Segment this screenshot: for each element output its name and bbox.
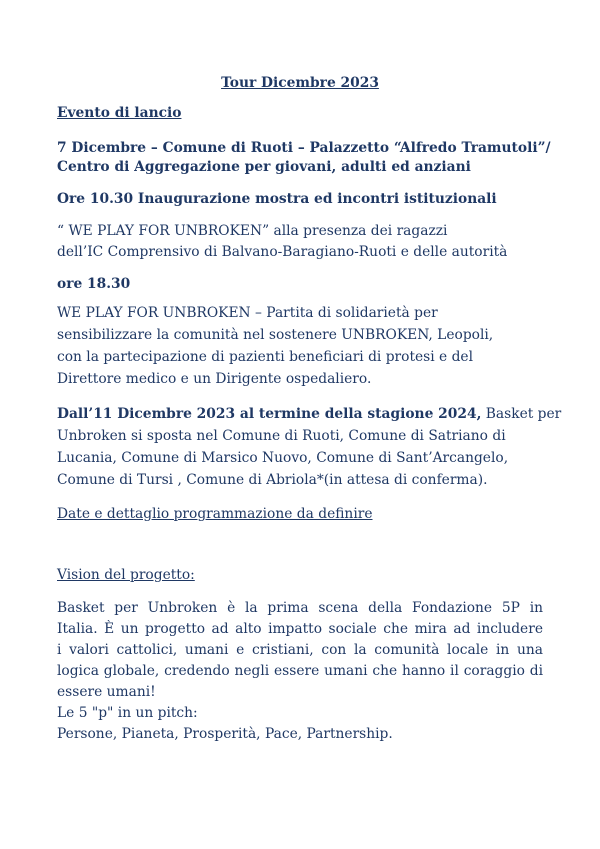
tour-line-4: Comune di Tursi , Comune di Abriola*(in attesa di conferma). <box>57 472 488 488</box>
tour-note: Date e dettaglio programmazione da definire <box>57 506 373 522</box>
document-title: Tour Dicembre 2023 <box>221 75 379 91</box>
tour-line-3: Lucania, Comune di Marsico Nuovo, Comune di Sant’Arcangelo, <box>57 450 509 466</box>
evening-desc-line-4: Direttore medico e un Dirigente ospedaliero. <box>57 371 372 387</box>
evening-desc-line-3: con la partecipazione di pazienti beneficiari di protesi e del <box>57 349 473 365</box>
vision-heading: Vision del progetto: <box>57 567 195 583</box>
vision-p1-line-1: Basket per Unbroken è la prima scena della Fondazione 5P in <box>57 600 543 616</box>
morning-time: Ore 10.30 Inaugurazione mostra ed incontri istituzionali <box>57 191 497 207</box>
vision-p2-line-2: Persone, Pianeta, Prosperità, Pace, Partnership. <box>57 726 393 742</box>
vision-p1-line-2: Italia. È un progetto ad alto impatto sociale che mira ad includere <box>57 621 543 637</box>
launch-heading: Evento di lancio <box>57 105 182 121</box>
evening-desc-line-1: WE PLAY FOR UNBROKEN – Partita di solidarietà per <box>57 305 438 321</box>
vision-p1-line-3: i valori cattolici, umani e cristiani, con la comunità locale in una <box>57 642 543 658</box>
evening-time: ore 18.30 <box>57 276 131 292</box>
tour-period: Dall’11 Dicembre 2023 al termine della stagione 2024, <box>57 406 482 422</box>
tour-line-1-rest: Basket per <box>481 406 562 422</box>
vision-p1-line-4: logica globale, credendo negli essere umani che hanno il coraggio di <box>57 663 543 679</box>
vision-p1-line-5: essere umani! <box>57 684 156 700</box>
venue-line-1: 7 Dicembre – Comune di Ruoti – Palazzetto “Alfredo Tramutoli”/ <box>57 140 551 156</box>
tour-line-1 <box>57 405 561 423</box>
evening-desc-line-2: sensibilizzare la comunità nel sostenere UNBROKEN, Leopoli, <box>57 327 494 343</box>
venue-line-2: Centro di Aggregazione per giovani, adulti ed anziani <box>57 159 471 175</box>
morning-desc-line-1: “ WE PLAY FOR UNBROKEN” alla presenza dei ragazzi <box>57 223 448 239</box>
tour-line-2: Unbroken si sposta nel Comune di Ruoti, Comune di Satriano di <box>57 428 506 444</box>
morning-desc-line-2: dell’IC Comprensivo di Balvano-Baragiano-Ruoti e delle autorità <box>57 244 508 260</box>
vision-p2-line-1: Le 5 "p" in un pitch: <box>57 705 198 721</box>
